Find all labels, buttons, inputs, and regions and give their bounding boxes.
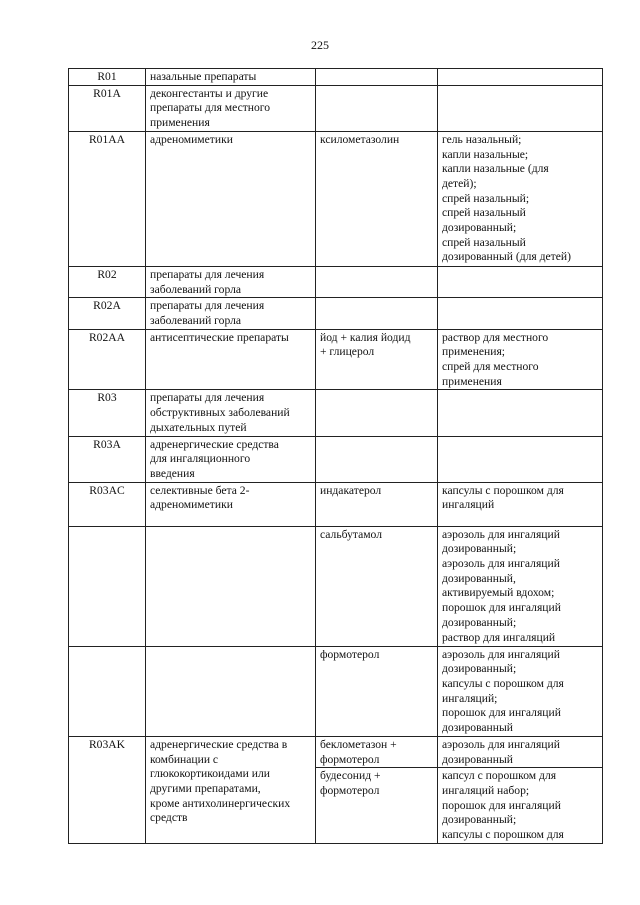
group-line: обструктивных заболеваний [150,406,290,420]
page-number: 225 [311,38,329,52]
anatomical-group-cell [146,526,316,646]
dosage-form-line: применения; [442,345,506,359]
dosage-forms-cell [438,85,603,131]
dosage-form-line: аэрозоль для ингаляций [442,527,560,541]
anatomical-group-cell [146,436,316,482]
dosage-form-line: аэрозоль для ингаляций [442,737,560,751]
group-line: комбинации с [150,752,219,766]
dosage-form-line: дозированный [442,721,513,735]
group-line: препараты для лечения [150,391,265,405]
dosage-forms-cell [438,266,603,297]
atc-code-cell: R01A [69,85,146,131]
dosage-form-line: дозированный [442,752,513,766]
dosage-forms-cell [438,436,603,482]
anatomical-group-cell [146,482,316,526]
dosage-forms-cell [438,768,603,844]
dosage-form-line: порошок для ингаляций [442,601,561,615]
atc-code-cell: R03 [69,390,146,436]
dosage-form-line: аэрозоль для ингаляций [442,557,560,571]
group-line: средств [150,811,188,825]
anatomical-group-cell [146,390,316,436]
substance-line: + глицерол [320,345,375,359]
substance-line: беклометазон + [320,737,397,751]
dosage-form-line: дозированный; [442,542,517,556]
atc-code-cell: R03A [69,436,146,482]
substance-line: формотерол [320,647,380,661]
group-line: препараты для местного [150,101,271,115]
substance-cell [316,85,438,131]
table-row [69,390,603,436]
dosage-form-line: ингаляций; [442,691,498,705]
substance-cell [316,329,438,390]
dosage-forms-cell [438,526,603,646]
dosage-form-line: спрей для местного [442,360,539,374]
atc-code-cell: R03AK [69,736,146,843]
substance-line: формотерол [320,783,380,797]
dosage-form-line: капли назальные; [442,147,529,161]
table-row [69,266,603,297]
group-line: препараты для лечения [150,299,265,313]
group-line: адреномиметики [150,132,233,146]
anatomical-group-cell [146,266,316,297]
dosage-form-line: спрей назальный [442,235,526,249]
dosage-form-line: дозированный; [442,662,517,676]
dosage-form-line: капсулы с порошком для [442,483,564,497]
group-line: кроме антихолинергических [150,796,291,810]
substance-line: индакатерол [320,483,382,497]
substance-cell [316,298,438,329]
dosage-form-line: спрей назальный; [442,191,530,205]
dosage-forms-cell [438,329,603,390]
dosage-forms-cell [438,69,603,86]
substance-cell [316,482,438,526]
group-line: другими препаратами, [150,781,261,795]
dosage-form-line: ингаляций набор; [442,783,530,797]
dosage-form-line: спрей назальный [442,206,526,220]
atc-code-cell: R01 [69,69,146,86]
dosage-form-line: дозированный; [442,221,517,235]
substance-cell [316,646,438,736]
substance-line: ксилометазолин [320,132,400,146]
atc-code-cell: R03AC [69,482,146,526]
table-row [69,298,603,329]
dosage-form-line: гель назальный; [442,132,522,146]
dosage-form-line: порошок для ингаляций [442,798,561,812]
table-row [69,131,603,266]
dosage-forms-cell [438,390,603,436]
anatomical-group-cell [146,131,316,266]
dosage-form-line: капсул с порошком для [442,769,557,783]
group-line: адреномиметики [150,498,233,512]
table-row [69,85,603,131]
drug-classification-table [68,68,603,844]
substance-cell [316,526,438,646]
group-line: назальные препараты [150,70,257,83]
table-row [69,736,603,767]
substance-cell [316,768,438,844]
dosage-form-line: раствор для ингаляций [442,630,556,644]
dosage-form-line: дозированный (для детей) [442,250,571,264]
anatomical-group-cell [146,736,316,843]
substance-cell [316,390,438,436]
dosage-form-line: ингаляций [442,498,495,512]
atc-code-cell: R02A [69,298,146,329]
dosage-form-line: детей); [442,176,477,190]
group-line: глюкокортикоидами или [150,767,270,781]
group-line: введения [150,466,195,480]
group-line: для ингаляционного [150,452,251,466]
table-row [69,646,603,736]
table-row [69,329,603,390]
anatomical-group-cell [146,329,316,390]
table-row [69,436,603,482]
dosage-form-line: аэрозоль для ингаляций [442,647,560,661]
group-line: деконгестанты и другие [150,86,269,100]
anatomical-group-cell [146,646,316,736]
dosage-form-line: дозированный, [442,571,516,585]
dosage-form-line: применения [442,374,502,388]
table-row [69,69,603,86]
group-line: заболеваний горла [150,313,242,327]
substance-cell [316,436,438,482]
substance-cell [316,131,438,266]
dosage-form-line: дозированный; [442,813,517,827]
group-line: селективные бета 2- [150,483,250,497]
table-body [69,69,603,844]
dosage-forms-cell [438,646,603,736]
group-line: применения [150,116,210,130]
dosage-forms-cell [438,298,603,329]
atc-code-cell: R02AA [69,329,146,390]
dosage-form-line: порошок для ингаляций [442,706,561,720]
dosage-forms-cell [438,736,603,767]
atc-code-cell: R01AA [69,131,146,266]
substance-line: будесонид + [320,769,381,783]
substance-cell [316,69,438,86]
dosage-form-line: капсулы с порошком для [442,677,564,691]
dosage-form-line: дозированный; [442,615,517,629]
atc-code-cell [69,646,146,736]
table-row [69,482,603,526]
substance-line: формотерол [320,752,380,766]
dosage-form-line: капли назальные (для [442,162,549,176]
dosage-form-line: активируемый вдохом; [442,586,555,600]
group-line: антисептические препараты [150,330,289,344]
anatomical-group-cell [146,298,316,329]
group-line: заболеваний горла [150,282,242,296]
atc-code-cell [69,526,146,646]
group-line: препараты для лечения [150,267,265,281]
atc-code-cell: R02 [69,266,146,297]
table-row [69,526,603,646]
anatomical-group-cell [146,69,316,86]
group-line: адренергические средства [150,437,279,451]
dosage-forms-cell [438,131,603,266]
group-line: дыхательных путей [150,420,247,434]
substance-line: йод + калия йодид [320,330,411,344]
group-line: адренергические средства в [150,737,288,751]
anatomical-group-cell [146,85,316,131]
substance-line: сальбутамол [320,527,382,541]
dosage-forms-cell [438,482,603,526]
dosage-form-line: капсулы с порошком для [442,828,564,842]
substance-cell [316,266,438,297]
substance-cell [316,736,438,767]
dosage-form-line: раствор для местного [442,330,549,344]
